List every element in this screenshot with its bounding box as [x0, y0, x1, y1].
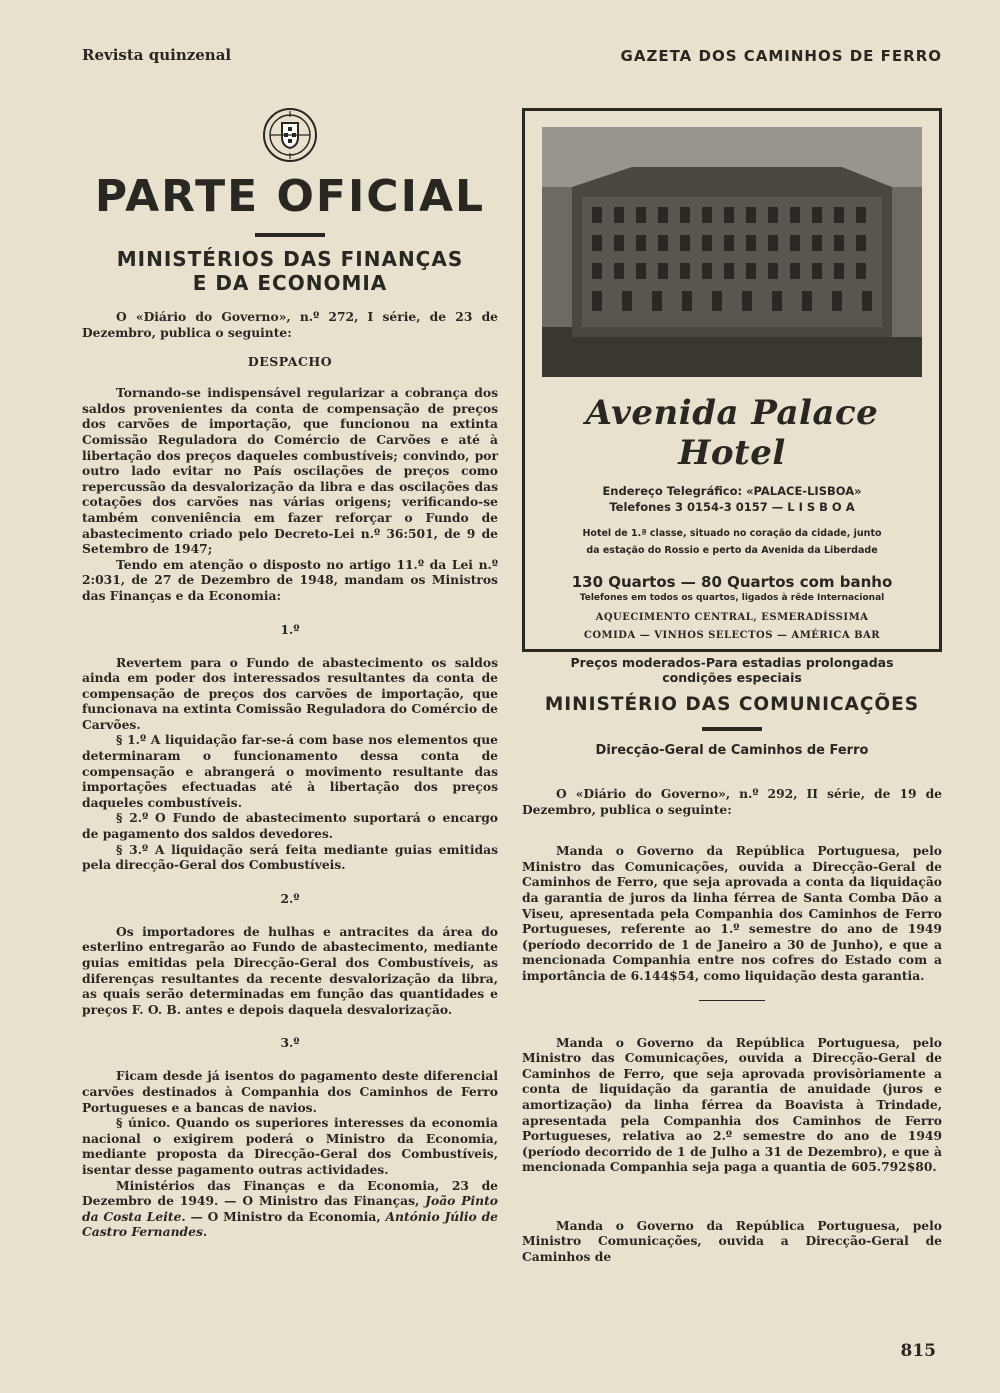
ministry-title-line: MINISTÉRIOS DAS FINANÇAS — [116, 247, 464, 271]
hotel-advertisement — [522, 108, 942, 685]
paragraph: § 2.º O Fundo de abastecimento suportará o encargo de pagamento dos saldos devedores. — [82, 810, 498, 842]
paragraph: Manda o Governo da República Portuguesa, pelo Ministro Comunicações, ouvida a Direcção-Geral de Caminhos de — [522, 1217, 942, 1265]
ministry-title-line: E DA ECONOMIA — [192, 271, 388, 295]
department-title: Direcção-Geral de Caminhos de Ferro — [595, 743, 869, 758]
signature-text: . — [202, 1224, 208, 1240]
hotel-name: Avenida Palace Hotel — [585, 393, 879, 473]
ministry-communications-title: MINISTÉRIO DAS COMUNICAÇÕES — [544, 694, 920, 715]
hotel-description-line: Hotel de 1.ª classe, situado no coração da cidade, junto — [582, 528, 882, 539]
hotel-telegraph: Endereço Telegráfico: «PALACE-LISBOA» — [602, 484, 862, 498]
header-left: Revista quinzenal — [82, 46, 232, 64]
hotel-description — [541, 525, 923, 559]
paragraph: Tornando-se indispensável regularizar a cobrança dos saldos provenientes da conta de compensação de preços dos carvões de importação, que funcionou na extinta Comissão Reguladora do Comércio de Carvões e até à libertação dos preços daqueles combustíveis; convindo, por outro lado evitar no País oscilações de preços como repercussão da desvalorização da libra e das oscilações das cotações dos carvões nas várias origens; verificando-se também conveniência em fazer reforçar o Fundo de abastecimento criado pelo Decreto-Lei n.º 36:501, de 9 de Setembro de 1947; — [82, 385, 498, 557]
paragraph: Manda o Governo da República Portuguesa, pelo Ministro das Comunicações, ouvida a Direcção-Geral de Caminhos de Ferro, que seja aprovada provisòriamente a conta de liquidação da garantia de anuidade (juros e amortização) da linha férrea da Boavista à Trindade, apresentada pela Companhia dos Caminhos de Ferro Portugueses, relativa ao 2.º semestre do ano de 1949 (período decorrido de 1 de Julho a 31 de Dezembro), e que à mencionada Companhia seja paga a quantia de 605.792$80. — [522, 1034, 942, 1175]
paragraph: Revertem para o Fundo de abastecimento os saldos ainda em poder dos interessados resultantes da conta de compensação de preços dos carvões de importação, que funcionava na extinta Comissão Reguladora do Comércio de Carvões. — [82, 654, 498, 732]
title-rule — [255, 233, 325, 237]
paragraph: Manda o Governo da República Portuguesa, pelo Ministro das Comunicações, ouvida a Direcção-Geral de Caminhos de Ferro, que seja aprovada a conta da liquidação da garantia de juros da linha férrea de Santa Comba Dão a Viseu, apresentada pela Companhia dos Caminhos de Ferro Portugueses, referente ao 1.º semestre do ano de 1949 (período decorrido de 1 de Janeiro a 30 de Junho), e que a mencionada Companhia entre nos cofres do Estado com a importância de 6.144$54, como liquidação desta garantia. — [522, 843, 942, 983]
hotel-amenities-line: AQUECIMENTO CENTRAL, ESMERADÍSSIMA — [595, 612, 869, 623]
paragraph: Tendo em atenção o disposto no artigo 11.º da Lei n.º 2:031, de 27 de Dezembro de 1948, mandam os Ministros das Finanças e da Economia: — [82, 556, 498, 603]
hotel-amenities-line: COMIDA — VINHOS SELECTOS — AMÉRICA BAR — [583, 630, 881, 641]
hotel-rooms: 130 Quartos — 80 Quartos com banho — [571, 573, 893, 591]
section-number: 1.º — [280, 621, 300, 637]
page-number: 815 — [900, 1341, 936, 1361]
intro-paragraph: O «Diário do Governo», n.º 272, I série, de 23 de Dezembro, publica o seguinte: — [82, 309, 498, 340]
hotel-room-phones: Telefones em todos os quartos, ligados à rêde Internacional — [579, 593, 885, 603]
hotel-photo — [542, 127, 922, 377]
section-number: 3.º — [280, 1035, 300, 1051]
coat-of-arms-icon — [260, 105, 320, 165]
paragraph: § 3.º A liquidação será feita mediante guias emitidas pela direcção-Geral dos Combustíveis. — [82, 841, 498, 873]
header-right: GAZETA DOS CAMINHOS DE FERRO — [620, 47, 942, 65]
signature-text: Ministérios das Finanças e da Economia, 23 de Dezembro de 1949. — O Ministro das Finanças, — [82, 1177, 498, 1209]
ministry-title — [82, 247, 498, 295]
signature-paragraph — [82, 1178, 498, 1240]
page-title: PARTE OFICIAL — [94, 171, 486, 222]
hotel-amenities — [541, 609, 923, 645]
hotel-phones: Telefones 3 0154-3 0157 — L I S B O A — [609, 500, 855, 514]
right-column — [522, 108, 942, 1265]
signature-name: António Júlio de Castro Fernandes — [82, 1208, 498, 1240]
hotel-description-line: da estação do Rossio e perto da Avenida da Liberdade — [586, 545, 878, 556]
title-rule — [702, 727, 762, 731]
intro-paragraph: O «Diário do Governo», n.º 292, II série, de 19 de Dezembro, publica o seguinte: — [522, 786, 942, 817]
spacer — [699, 1191, 765, 1192]
hotel-prices: Preços moderados-Para estadias prolongadas condições especiais — [570, 655, 894, 685]
paragraph: Os importadores de hulhas e antracites da área do esterlino entregarão ao Fundo de abastecimento, mediante guias emitidas pela Direcção-Geral dos Combustíveis, as diferenças resultantes da recente desvalorização da libra, as quais serão determinadas em função das quantidades e preços F. O. B. antes e depois daquela desvalorização. — [82, 923, 498, 1017]
signature-name: João Pinto da Costa Leite — [82, 1193, 498, 1224]
signature-text: . — O Ministro da Economia, — [181, 1208, 386, 1224]
left-column — [82, 105, 498, 1240]
section-number: 2.º — [280, 890, 300, 906]
paragraph: § único. Quando os superiores interesses da economia nacional o exigirem poderá o Ministro da Economia, mediante proposta da Direcção-Geral dos Combustíveis, isentar desse pagamento outras actividades. — [82, 1115, 498, 1177]
paragraph: Ficam desde já isentos do pagamento deste diferencial carvões destinados à Companhia dos Caminhos de Ferro Portugueses e a bancas de navios. — [82, 1068, 498, 1115]
divider — [699, 1000, 765, 1001]
paragraph: § 1.º A liquidação far-se-á com base nos elementos que determinaram o funcionamento dessa conta de compensação e abrangerá o movimento resultante das importações efectuadas até à libertação dos preços daqueles combustíveis. — [82, 732, 498, 810]
despacho-heading: DESPACHO — [247, 354, 333, 370]
